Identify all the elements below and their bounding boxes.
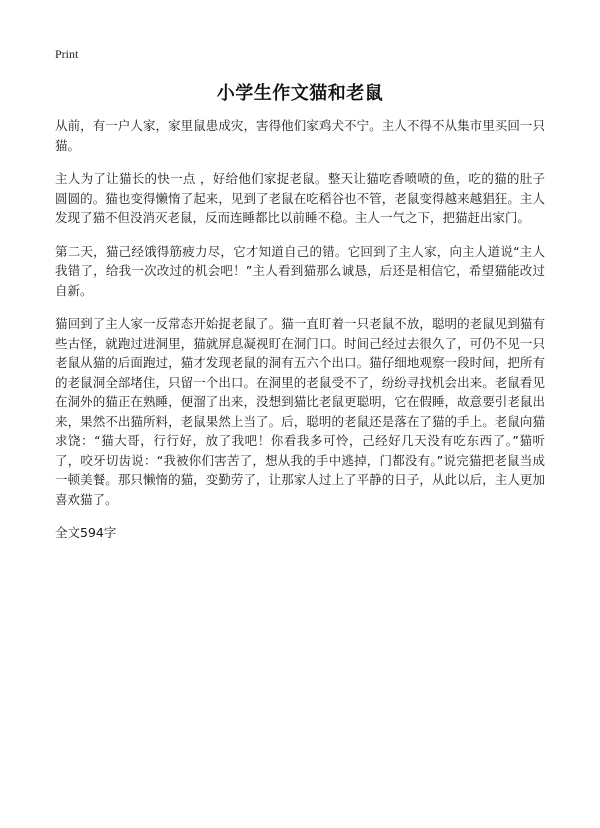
print-link[interactable]: Print xyxy=(55,47,79,61)
word-count: 全文594字 xyxy=(55,525,117,540)
paragraph: 从前，有一户人家，家里鼠患成灾，害得他们家鸡犬不宁。主人不得不从集市里买回一只猫。 xyxy=(55,118,545,153)
paragraph: 猫回到了主人家一反常态开始捉老鼠了。猫一直盯着一只老鼠不放，聪明的老鼠见到猫有些古怪，就跑过进洞里，猫就屏息凝视盯在洞门口。时间己经过去很久了，可仍不见一只老鼠从猫的后面跑过，猫才发现老鼠的洞有五六个出口。猫仔细地观察一段时间，把所有的老鼠洞全部堵住，只留一个出口。在洞里的老鼠受不了，纷纷寻找机会出来。老鼠看见在洞外的猫正在熟睡，便溜了出来，没想到猫比老鼠更聪明，它在假睡，故意要引老鼠出来，果然不出猫所料，老鼠果然上当了。后，聪明的老鼠还是落在了猫的手上。老鼠向猫求饶：“猫大哥，行行好，放了我吧！你看我多可怜，己经好几天没有吃东西了。”猫听了，咬牙切齿说：“我被你们害苦了，想从我的手中逃掉，门都没有。”说完猫把老鼠当成一顿美餐。那只懒惰的猫，变勤劳了，让那家人过上了平静的日子，从此以后，主人更加喜欢猫了。 xyxy=(55,316,545,507)
article-body xyxy=(55,116,545,543)
paragraph: 主人为了让猫长的快一点 ，好给他们家捉老鼠。整天让猫吃香喷喷的鱼，吃的猫的肚子圆圆的。猫也变得懒惰了起来，见到了老鼠在吃稻谷也不管，老鼠变得越来越猖狂。主人发现了猫不但没消灭老鼠，反而连睡都比以前睡不稳。主人一气之下，把猫赶出家门。 xyxy=(55,171,545,225)
article-title: 小学生作文猫和老鼠 xyxy=(216,83,384,104)
paragraph: 第二天，猫己经饿得筋疲力尽，它才知道自己的错。它回到了主人家，向主人道说“主人我错了，给我一次改过的机会吧！”主人看到猫那么诚恳，后还是相信它，希望猫能改过自新。 xyxy=(55,243,545,298)
